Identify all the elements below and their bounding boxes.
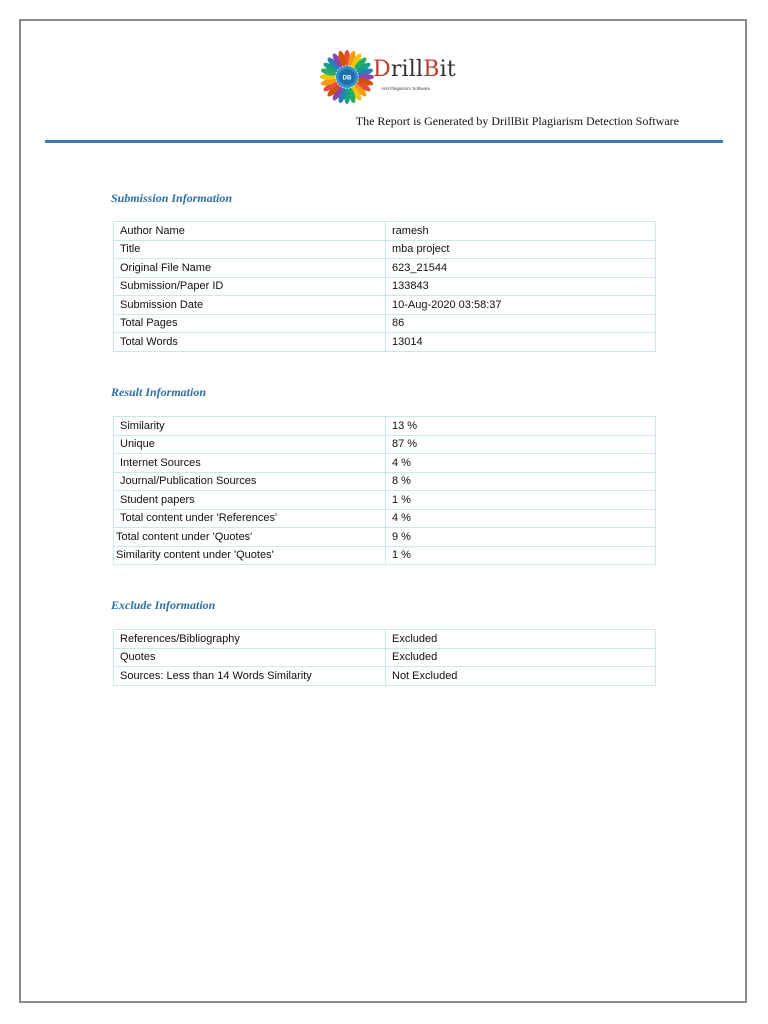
row-label: Similarity content under 'Quotes': [114, 546, 386, 565]
table-row: [114, 417, 656, 436]
row-label: Journal/Publication Sources: [114, 472, 386, 491]
logo-wordmark-d: D: [373, 57, 391, 82]
row-label: Sources: Less than 14 Words Similarity: [114, 667, 386, 686]
row-label: Total Pages: [114, 314, 386, 333]
row-label: Author Name: [114, 222, 386, 241]
row-value: 4 %: [386, 454, 656, 473]
table-row: [114, 630, 656, 649]
submission-table: [113, 221, 656, 352]
logo-wordmark-it: it: [439, 57, 456, 82]
header-divider: [45, 140, 723, 143]
table-row: [114, 491, 656, 510]
row-label: Unique: [114, 435, 386, 454]
row-value: 13 %: [386, 417, 656, 436]
table-row: [114, 454, 656, 473]
row-value: 10-Aug-2020 03:58:37: [386, 296, 656, 315]
row-value: 86: [386, 314, 656, 333]
row-label: Title: [114, 240, 386, 259]
logo-tagline: Anti Plagiarism Software: [381, 86, 431, 91]
table-row: [114, 240, 656, 259]
drillbit-logo: [319, 49, 459, 109]
row-label: Student papers: [114, 491, 386, 510]
report-generated-line: The Report is Generated by DrillBit Plagiarism Detection Software: [355, 114, 679, 128]
row-value: Not Excluded: [386, 667, 656, 686]
row-value: 13014: [386, 333, 656, 352]
table-row: [114, 667, 656, 686]
row-value: 4 %: [386, 509, 656, 528]
submission-section-title: Submission Information: [111, 191, 233, 205]
logo-wordmark-b: B: [423, 57, 440, 82]
table-row: [114, 435, 656, 454]
result-section-title: Result Information: [111, 385, 207, 399]
logo-wordmark: [373, 57, 456, 82]
table-row: [114, 259, 656, 278]
table-row: [114, 222, 656, 241]
table-row: [114, 277, 656, 296]
drillbit-logo-icon: [319, 49, 375, 105]
row-label: References/Bibliography: [114, 630, 386, 649]
exclude-section-title: Exclude Information: [111, 598, 216, 612]
row-value: 1 %: [386, 491, 656, 510]
table-row: [114, 296, 656, 315]
row-value: 623_21544: [386, 259, 656, 278]
row-label: Submission/Paper ID: [114, 277, 386, 296]
row-value: Excluded: [386, 648, 656, 667]
table-row: [114, 314, 656, 333]
table-row: [114, 546, 656, 565]
row-label: Quotes: [114, 648, 386, 667]
row-value: mba project: [386, 240, 656, 259]
result-table: [113, 416, 656, 565]
row-label: Total content under 'Quotes': [114, 528, 386, 547]
row-value: 8 %: [386, 472, 656, 491]
row-label: Internet Sources: [114, 454, 386, 473]
row-value: 87 %: [386, 435, 656, 454]
row-value: 9 %: [386, 528, 656, 547]
row-value: Excluded: [386, 630, 656, 649]
logo-wordmark-rill: rill: [390, 57, 424, 82]
row-value: ramesh: [386, 222, 656, 241]
row-label: Total content under 'References': [114, 509, 386, 528]
report-page: [19, 19, 747, 1003]
logo-badge-text: DB: [342, 75, 352, 82]
table-row: [114, 333, 656, 352]
row-label: Total Words: [114, 333, 386, 352]
table-row: [114, 528, 656, 547]
row-value: 1 %: [386, 546, 656, 565]
exclude-table: [113, 629, 656, 686]
row-label: Submission Date: [114, 296, 386, 315]
row-label: Original File Name: [114, 259, 386, 278]
table-row: [114, 472, 656, 491]
row-value: 133843: [386, 277, 656, 296]
table-row: [114, 509, 656, 528]
row-label: Similarity: [114, 417, 386, 436]
table-row: [114, 648, 656, 667]
